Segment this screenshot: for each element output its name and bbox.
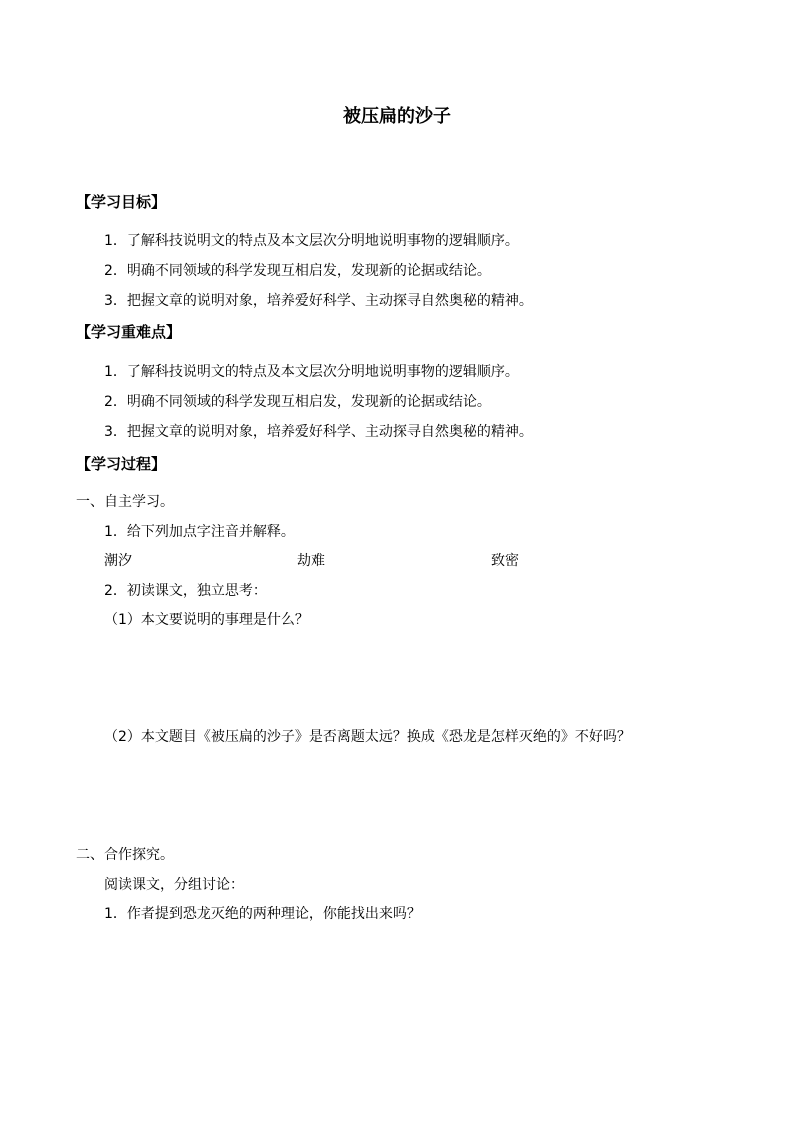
part1-question-2-sub-2: （2）本文题目《被压扁的沙子》是否离题太远？换成《恐龙是怎样灭绝的》不好吗？ xyxy=(104,729,631,745)
key-point-item-2: 2．明确不同领域的科学发现互相启发，发现新的论据或结论。 xyxy=(104,394,491,410)
vocab-word-1: 潮汐 xyxy=(104,553,132,569)
part1-question-2-sub-1: （1）本文要说明的事理是什么？ xyxy=(104,612,309,628)
heading-key-points: 【学习重难点】 xyxy=(76,323,182,341)
objective-item-3: 3．把握文章的说明对象，培养爱好科学、主动探寻自然奥秘的精神。 xyxy=(104,293,533,309)
objective-item-1: 1．了解科技说明文的特点及本文层次分明地说明事物的逻辑顺序。 xyxy=(104,233,519,249)
vocab-word-2: 劫难 xyxy=(297,553,325,569)
key-point-item-3: 3．把握文章的说明对象，培养爱好科学、主动探寻自然奥秘的精神。 xyxy=(104,424,533,440)
objective-item-2: 2．明确不同领域的科学发现互相启发，发现新的论据或结论。 xyxy=(104,263,491,279)
page-title: 被压扁的沙子 xyxy=(343,106,451,127)
part1-question-1: 1．给下列加点字注音并解释。 xyxy=(104,524,295,540)
part1-heading: 一、自主学习。 xyxy=(76,494,174,510)
vocab-word-3: 致密 xyxy=(491,553,519,569)
part1-question-2: 2．初读课文，独立思考： xyxy=(104,583,267,599)
part2-intro: 阅读课文，分组讨论： xyxy=(104,877,244,893)
heading-objectives: 【学习目标】 xyxy=(76,193,167,211)
part2-question-1: 1．作者提到恐龙灭绝的两种理论，你能找出来吗？ xyxy=(104,906,421,922)
part2-heading: 二、合作探究。 xyxy=(76,847,174,863)
key-point-item-1: 1．了解科技说明文的特点及本文层次分明地说明事物的逻辑顺序。 xyxy=(104,364,519,380)
heading-process: 【学习过程】 xyxy=(76,455,167,473)
